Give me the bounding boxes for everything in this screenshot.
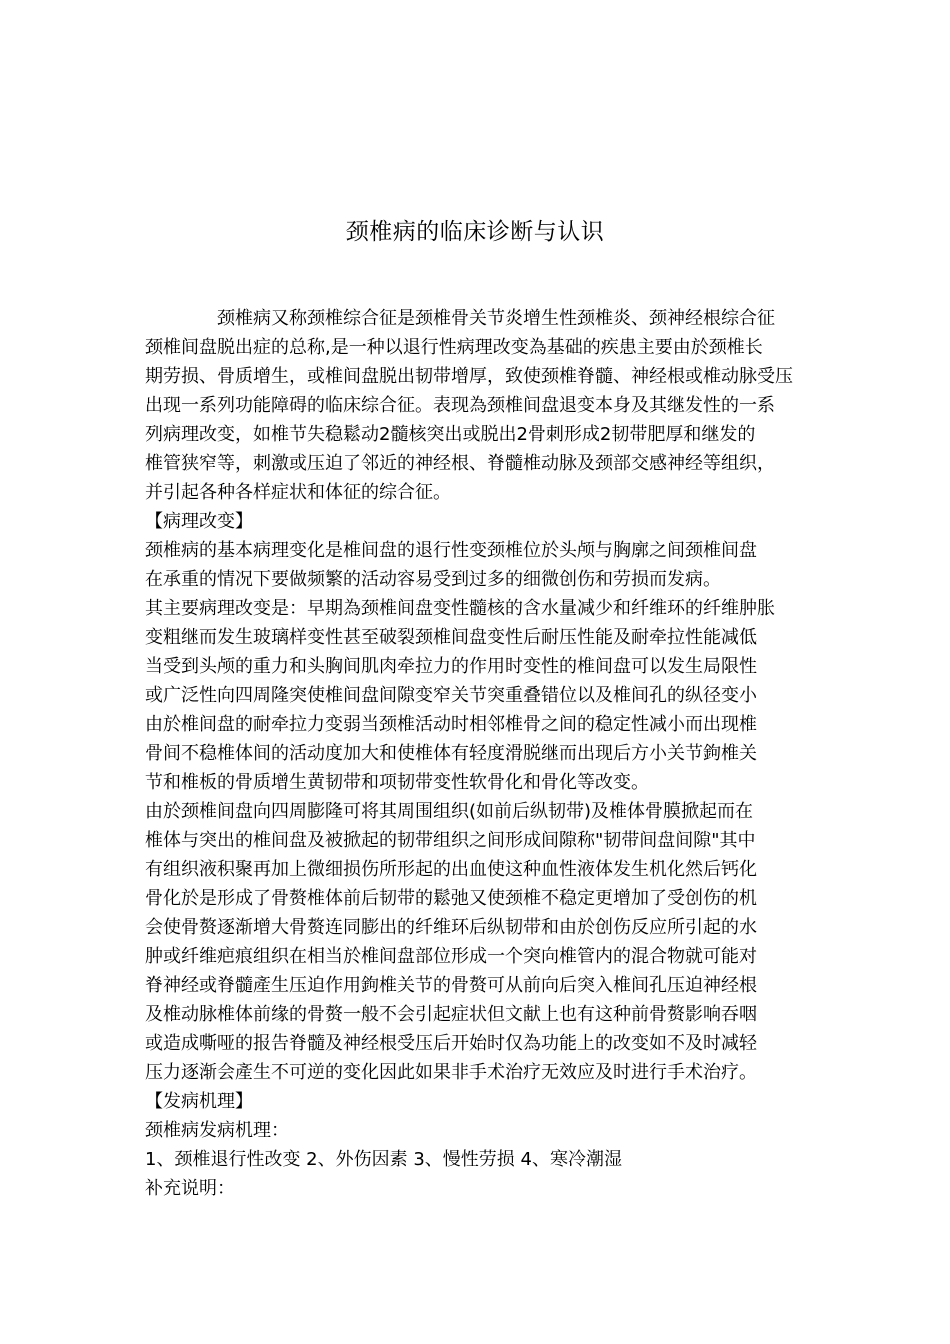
- body-line: 及椎动脉椎体前缘的骨赘一般不会引起症状但文献上也有这种前骨赘影响吞咽: [145, 1004, 757, 1025]
- body-line: 骨间不稳椎体间的活动度加大和使椎体有轻度滑脱继而出现后方小关节鉤椎关: [145, 743, 757, 764]
- body-line: 出现一系列功能障碍的临床综合征。表现為颈椎间盘退变本身及其继发性的一系: [145, 395, 775, 416]
- body-line: 颈椎病发病机理：: [145, 1120, 289, 1141]
- body-line: 当受到头颅的重力和头胸间肌肉牵拉力的作用时变性的椎间盘可以发生局限性: [145, 656, 757, 677]
- mechanism-list: 1、颈椎退行性改变 2、外伤因素 3、慢性劳损 4、寒冷潮湿: [145, 1149, 622, 1170]
- body-line: 颈椎病又称颈椎综合征是颈椎骨关节炎增生性颈椎炎、颈神经根综合征: [217, 308, 775, 329]
- body-line: 骨化於是形成了骨赘椎体前后韧带的鬆弛又使颈椎不稳定更增加了受创伤的机: [145, 888, 757, 909]
- body-line: 椎管狭窄等，刺激或压迫了邻近的神经根、脊髓椎动脉及颈部交感神经等组织，: [145, 453, 775, 474]
- body-line: 在承重的情况下要做频繁的活动容易受到过多的细微创伤和劳损而发病。: [145, 569, 721, 590]
- body-line: 列病理改变，如椎节失稳鬆动2髓核突出或脱出2骨刺形成2韧带肥厚和继发的: [145, 424, 756, 445]
- body-line: 椎体与突出的椎间盘及被掀起的韧带组织之间形成间隙称"韧带间盘间隙"其中: [145, 830, 756, 851]
- body-line: 或广泛性向四周隆突使椎间盘间隙变窄关节突重叠错位以及椎间孔的纵径变小: [145, 685, 757, 706]
- body-line: 由於椎间盘的耐牵拉力变弱当颈椎活动时相邻椎骨之间的稳定性减小而出现椎: [145, 714, 757, 735]
- body-line: 有组织液积聚再加上微细损伤所形起的出血使这种血性液体发生机化然后钙化: [145, 859, 757, 880]
- document-title: 颈椎病的临床诊断与认识: [345, 219, 605, 245]
- body-line: 会使骨赘逐渐增大骨赘连同膨出的纤维环后纵韧带和由於创伤反应所引起的水: [145, 917, 757, 938]
- body-line: 压力逐渐会產生不可逆的变化因此如果非手术治疗无效应及时进行手术治疗。: [145, 1062, 757, 1083]
- document-body: [145, 304, 807, 1203]
- body-line: 其主要病理改变是：早期為颈椎间盘变性髓核的含水量减少和纤维环的纤维肿胀: [145, 598, 775, 619]
- body-line: 颈椎间盘脱出症的总称,是一种以退行性病理改变為基础的疾患主要由於颈椎长: [145, 337, 763, 358]
- supplement-label: 补充说明：: [145, 1178, 235, 1199]
- body-line: 由於颈椎间盘向四周膨隆可将其周围组织(如前后纵韧带)及椎体骨膜掀起而在: [145, 801, 754, 822]
- body-line: 变粗继而发生玻璃样变性甚至破裂颈椎间盘变性后耐压性能及耐牵拉性能减低: [145, 627, 757, 648]
- body-line: 颈椎病的基本病理变化是椎间盘的退行性变颈椎位於头颅与胸廓之间颈椎间盘: [145, 540, 757, 561]
- section-heading-mechanism: 【发病机理】: [145, 1091, 253, 1112]
- body-line: 节和椎板的骨质增生黄韧带和项韧带变性软骨化和骨化等改变。: [145, 772, 649, 793]
- body-line: 并引起各种各样症状和体征的综合征。: [145, 482, 451, 503]
- body-line: 脊神经或脊髓產生压迫作用鉤椎关节的骨赘可从前向后突入椎间孔压迫神经根: [145, 975, 757, 996]
- section-heading-pathology: 【病理改变】: [145, 511, 253, 532]
- body-line: 期劳损、骨质增生，或椎间盘脱出韧带增厚，致使颈椎脊髓、神经根或椎动脉受压: [145, 366, 793, 387]
- body-line: 肿或纤维疤痕组织在相当於椎间盘部位形成一个突向椎管内的混合物就可能对: [145, 946, 757, 967]
- body-line: 或造成嘶哑的报告脊髓及神经根受压后开始时仅為功能上的改变如不及时减轻: [145, 1033, 757, 1054]
